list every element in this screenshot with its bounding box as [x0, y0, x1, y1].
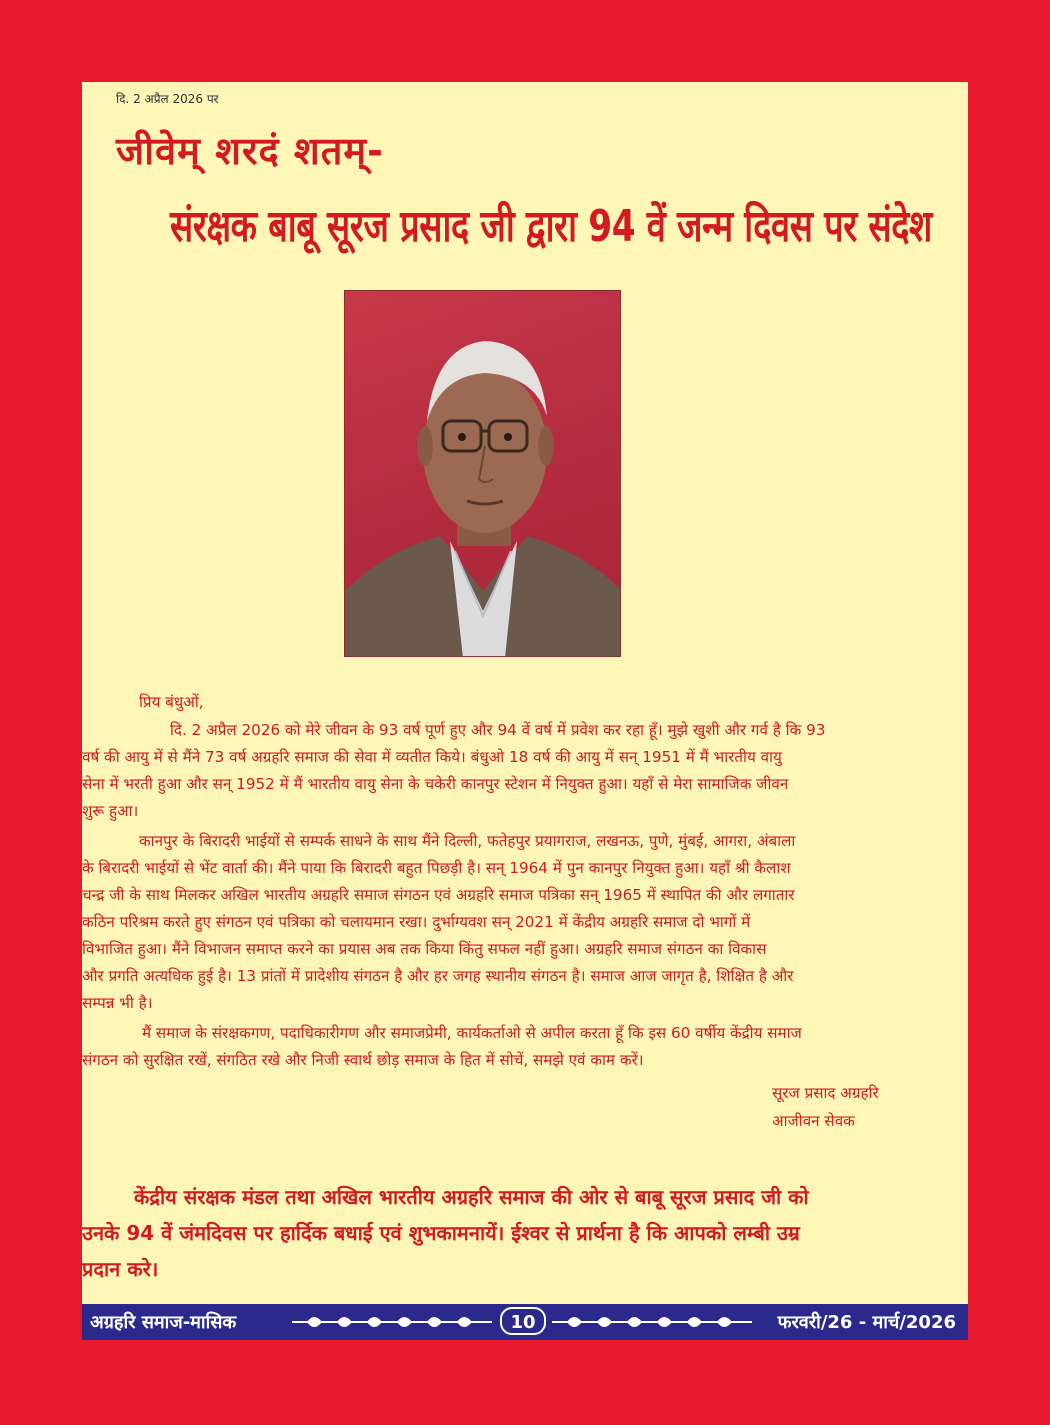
- letter-line: संगठन को सुरक्षित रखें, संगठित रखे और निजी स्वार्थ छोड़ समाज के हित में सोचें, समझे एवं काम करें।: [82, 1051, 644, 1069]
- page-sheet: [82, 82, 968, 1340]
- greeting: प्रिय बंधुओं,: [139, 693, 204, 711]
- vine-ornament-left-icon: [292, 1310, 492, 1334]
- signature-title: आजीवन सेवक: [772, 1112, 855, 1130]
- page-number: 10: [500, 1307, 546, 1335]
- signature-name: सूरज प्रसाद अग्रहरि: [772, 1084, 879, 1102]
- letter-line: शुरू हुआ।: [82, 802, 139, 820]
- letter-line: विभाजित हुआ। मैंने विभाजन समाप्त करने का प्रयास अब तक किया किंतु सफल नहीं हुआ। अग्रहरि समाज संगठन का विकास: [82, 940, 767, 958]
- publication-name: अग्रहरि समाज-मासिक: [90, 1312, 237, 1333]
- closing-line: उनके 94 वें जंमदिवस पर हार्दिक बधाई एवं शुभकामनायें। ईश्वर से प्रार्थना है कि आपको लम्बी उम्र: [82, 1221, 800, 1245]
- letter-line: चन्द्र जी के साथ मिलकर अखिल भारतीय अग्रहरि समाज संगठन एवं अग्रहरि समाज पत्रिका सन् 1965 में स्थापित की और लगातार: [82, 886, 795, 904]
- letter-line: सेना में भरती हुआ और सन् 1952 में मैं भारतीय वायु सेना के चकेरी कानपुर स्टेशन में नियुक्त हुआ। यहाँ से मेरा सामाजिक जीवन: [82, 775, 789, 793]
- headline-main: संरक्षक बाबू सूरज प्रसाद जी द्वारा 94 वें जन्म दिवस पर संदेश: [170, 201, 932, 252]
- portrait-photo: [344, 290, 621, 657]
- headline-sanskrit: जीवेम् शरदं शतम्-: [116, 129, 384, 173]
- issue-date: फरवरी/26 - मार्च/2026: [777, 1312, 956, 1333]
- dateline: दि. 2 अप्रैल 2026 पर: [116, 92, 219, 106]
- closing-line: प्रदान करे।: [82, 1257, 159, 1281]
- letter-line: कठिन परिश्रम करते हुए संगठन एवं पत्रिका को चलायमान रखा। दुर्भाग्यवश सन् 2021 में केंद्रीय अग्रहरि समाज दो भागों में: [82, 913, 751, 931]
- vine-ornament-right-icon: [552, 1310, 752, 1334]
- footer-bar: [82, 1304, 968, 1340]
- portrait-illustration: [345, 291, 621, 657]
- letter-line: दि. 2 अप्रैल 2026 को मेरे जीवन के 93 वर्ष पूर्ण हुए और 94 वें वर्ष में प्रवेश कर रहा हूँ। मुझे खुशी और गर्व है कि 93: [170, 721, 826, 739]
- letter-line: सम्पन्न भी है।: [82, 994, 153, 1012]
- letter-line: वर्ष की आयु में से मैंने 73 वर्ष अग्रहरि समाज की सेवा में व्यतीत किये। बंधुओ 18 वर्ष की आयु में सन् 1951 में मैं भारतीय वायु: [82, 748, 782, 766]
- letter-line: और प्रगति अत्यधिक हुई है। 13 प्रांतों में प्रादेशीय संगठन है और हर जगह स्थानीय संगठन है। समाज आज जागृत है, शिक्षित है और: [82, 967, 794, 985]
- letter-line: के बिरादरी भाईयों से भेंट वार्ता की। मैंने पाया कि बिरादरी बहुत पिछड़ी है। सन् 1964 में पुन कानपुर नियुक्त हुआ। यहाँ श्री कैलाश: [82, 859, 791, 877]
- letter-line: मैं समाज के संरक्षकगण, पदाधिकारीगण और समाजप्रेमी, कार्यकर्ताओ से अपील करता हूँ कि इस 60 वर्षीय केंद्रीय समाज: [142, 1024, 802, 1042]
- closing-line: केंद्रीय संरक्षक मंडल तथा अखिल भारतीय अग्रहरि समाज की ओर से बाबू सूरज प्रसाद जी को: [134, 1185, 809, 1209]
- letter-line: कानपुर के बिरादरी भाईयों से सम्पर्क साधने के साथ मैंने दिल्ली, फतेहपुर प्रयागराज, लखनऊ, पुणे, मुंबई, आगरा, अंबाला: [139, 832, 796, 850]
